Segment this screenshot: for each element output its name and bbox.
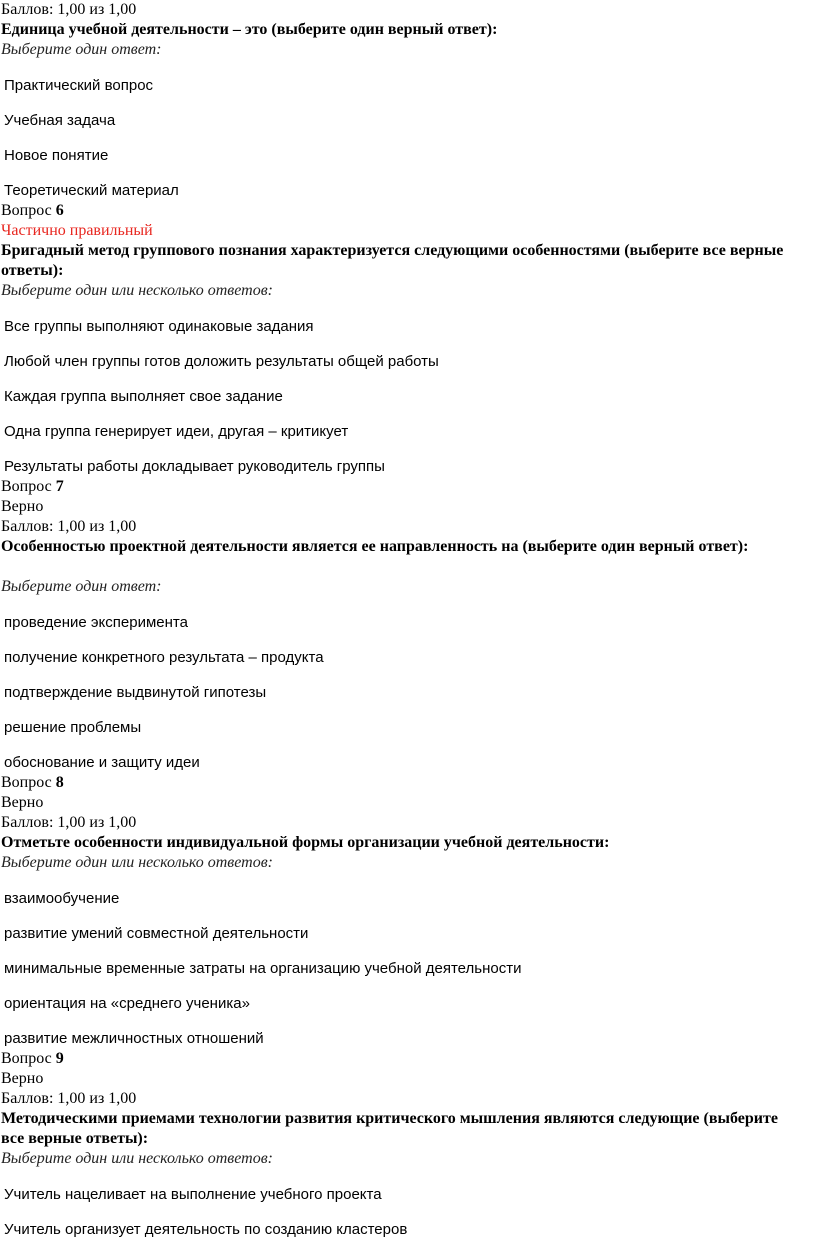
q8-option[interactable]: ориентация на «среднего ученика» [4,995,250,1012]
q9-header [1,1049,64,1069]
q7-option[interactable]: решение проблемы [4,719,142,736]
q7-option[interactable]: проведение эксперимента [4,614,188,631]
q7-option[interactable]: получение конкретного результата – продукта [4,649,324,666]
q8-status: Верно [1,794,44,811]
q5-option[interactable]: Теоретический материал [4,182,179,199]
q8-score: Баллов: 1,00 из 1,00 [1,814,137,831]
q5-score: Баллов: 1,00 из 1,00 [1,1,137,18]
q5-option[interactable]: Практический вопрос [4,77,154,94]
q5-option[interactable]: Новое понятие [4,147,109,164]
q6-label: Вопрос [1,202,52,219]
q7-hint: Выберите один ответ: [1,578,162,595]
q6-option[interactable]: Все группы выполняют одинаковые задания [4,318,314,335]
q6-option[interactable]: Результаты работы докладывает руководитель группы [4,458,385,475]
q6-header [1,201,64,221]
q7-option[interactable]: обоснование и защиту идеи [4,754,200,771]
q8-hint: Выберите один или несколько ответов: [1,854,273,871]
q8-label: Вопрос [1,774,52,791]
q8-question-text: Отметьте особенности индивидуальной формы организации учебной деятельности: [1,834,610,851]
q9-status: Верно [1,1070,44,1087]
q6-hint: Выберите один или несколько ответов: [1,282,273,299]
q9-question-text: Методическими приемами технологии развития критического мышления являются следующие (выберите все верные ответы): [1,1110,778,1147]
q8-number: 8 [55,774,64,791]
q9-option[interactable]: Учитель организует деятельность по созданию кластеров [4,1221,408,1238]
q9-option[interactable]: Учитель нацеливает на выполнение учебного проекта [4,1186,382,1203]
q9-label: Вопрос [1,1050,52,1067]
q6-question-text: Бригадный метод группового познания характеризуется следующими особенностями (выберите все верные ответы): [1,242,784,279]
q7-score: Баллов: 1,00 из 1,00 [1,518,137,535]
q9-number: 9 [55,1050,64,1067]
q5-hint: Выберите один ответ: [1,41,162,58]
q7-number: 7 [55,478,64,495]
q7-header [1,477,64,497]
q6-number: 6 [55,202,64,219]
q7-label: Вопрос [1,478,52,495]
q8-option[interactable]: взаимообучение [4,890,120,907]
q6-option[interactable]: Каждая группа выполняет свое задание [4,388,283,405]
q6-status: Частично правильный [1,222,153,239]
q8-header [1,773,64,793]
q9-hint: Выберите один или несколько ответов: [1,1150,273,1167]
q6-option[interactable]: Любой член группы готов доложить результаты общей работы [4,353,439,370]
q9-score: Баллов: 1,00 из 1,00 [1,1090,137,1107]
q7-option[interactable]: подтверждение выдвинутой гипотезы [4,684,267,701]
q7-status: Верно [1,498,44,515]
q7-question-text: Особенностью проектной деятельности является ее направленность на (выберите один верный ответ): [1,538,749,555]
q5-option[interactable]: Учебная задача [4,112,116,129]
q6-option[interactable]: Одна группа генерирует идеи, другая – критикует [4,423,349,440]
q8-option[interactable]: минимальные временные затраты на организацию учебной деятельности [4,960,522,977]
q8-option[interactable]: развитие межличностных отношений [4,1030,264,1047]
q8-option[interactable]: развитие умений совместной деятельности [4,925,309,942]
q5-question-text: Единица учебной деятельности – это (выберите один верный ответ): [1,21,498,38]
